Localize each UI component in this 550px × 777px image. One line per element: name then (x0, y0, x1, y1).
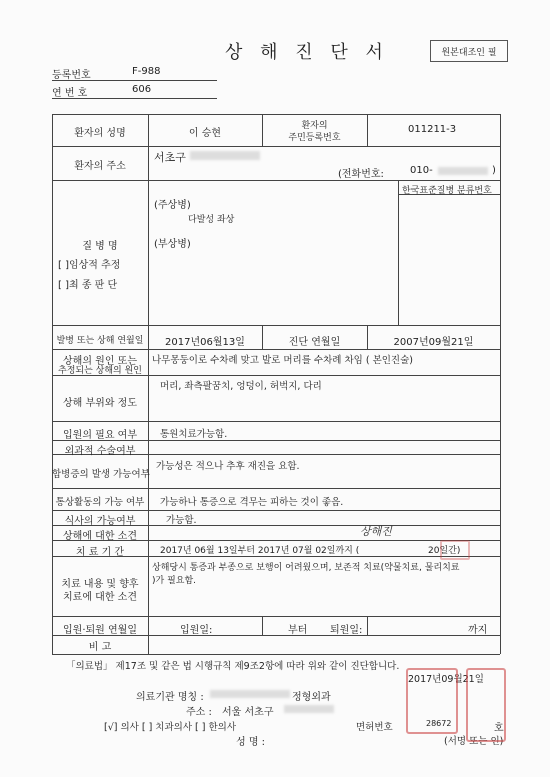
admission-in-label: 입원일: (180, 625, 213, 636)
treatment-value-line1: 상해당시 통증과 부종으로 보행이 어려웠으며, 보존적 치료(약물치료, 물리치료 (152, 563, 460, 573)
row-divider (52, 488, 500, 489)
admission-to: 까지 (468, 625, 488, 636)
injury-part-value: 머리, 좌측팔꿈치, 엉덩이, 허벅지, 다리 (160, 381, 322, 392)
header-divider (52, 80, 217, 81)
meal-label: 식사의 가능여부 (64, 516, 136, 527)
cause-value: 나무몽둥이로 수차례 맞고 발로 머리를 수차례 차임 ( 본인진술) (152, 355, 413, 366)
table-border (52, 114, 53, 654)
treatment-label-line1: 치료 내용 및 향후 (61, 579, 139, 590)
onset-date-label: 발병 또는 상해 연월일 (56, 336, 144, 346)
red-seal-stamp (466, 668, 506, 742)
clinical-estimate-option: [ ]임상적 추정 (58, 260, 121, 271)
meal-value: 가능함. (166, 515, 197, 526)
complication-label: 합병증의 발생 가능여부 (52, 469, 150, 480)
redacted-institution-address (284, 705, 334, 713)
opinion-label: 상해에 대한 소견 (63, 531, 137, 542)
admission-out-label: 퇴원일: (330, 625, 363, 636)
cause-label-line2: 추정되는 상해의 원인 (58, 366, 142, 376)
table-border (52, 114, 500, 115)
phone-label: (전화번호: (338, 169, 384, 180)
handwritten-note: 상해진 (360, 525, 392, 538)
admission-from: 부터 (288, 625, 308, 636)
hospitalization-label: 입원의 필요 여부 (63, 430, 137, 441)
cell-divider (367, 114, 368, 146)
institution-value: 정형외과 (292, 692, 331, 703)
signature-suffix: (서명 또는 인) (444, 736, 504, 747)
diagnosis-date-label: 진단 연월일 (288, 337, 341, 348)
table-border (52, 654, 500, 655)
surgery-label: 외과적 수술여부 (64, 446, 136, 457)
serial-number-label: 연 번 호 (52, 88, 88, 99)
redacted-institution (210, 690, 290, 698)
registration-number-label: 등록번호 (52, 70, 91, 81)
patient-address-value: 서초구 (154, 151, 186, 164)
admission-label: 입원·퇴원 연월일 (63, 625, 137, 636)
final-judgement-option: [ ]최 종 판 단 (58, 280, 118, 291)
injury-part-label: 상해 부위와 정도 (63, 398, 137, 409)
serial-number-value: 606 (132, 84, 152, 95)
legal-statement: 「의료법」 제17조 및 같은 법 시행규칙 제9조2항에 따라 위와 같이 진단합니다. (66, 661, 400, 672)
document-title: 상 해 진 단 서 (225, 42, 389, 63)
issue-date: 2017년09월21일 (408, 674, 484, 685)
disease-name-label: 질 병 명 (82, 241, 118, 252)
table-border (500, 114, 501, 654)
row-divider (52, 421, 500, 422)
cell-divider (262, 616, 263, 635)
cell-divider (398, 180, 399, 325)
main-disease-value: 다발성 좌상 (188, 215, 235, 225)
treatment-period-value: 2017년 06월 13일부터 2017년 07월 02일까지 ( (160, 546, 360, 556)
redacted-address (190, 151, 260, 160)
patient-name-value: 이 승현 (188, 128, 222, 139)
row-divider (52, 180, 500, 181)
practitioner-role: [√] 의사 [ ] 치과의사 [ ] 한의사 (104, 722, 237, 733)
main-disease-label: (주상병) (154, 200, 191, 211)
row-divider (52, 616, 500, 617)
row-divider (52, 325, 500, 326)
row-divider (52, 146, 500, 147)
original-copy-stamp-box: 원본대조인 필 (430, 40, 508, 62)
treatment-period-days: 20일간) (428, 546, 461, 556)
institution-address-label: 주소 : (186, 707, 212, 718)
hospitalization-value: 통원치료가능함. (160, 429, 228, 440)
license-label: 면허번호 (356, 722, 393, 733)
row-divider (52, 349, 500, 350)
rrn-value: 011211-3 (408, 124, 457, 135)
rrn-label-line2: 주민등록번호 (288, 133, 341, 143)
onset-date-value: 2017년06월13일 (165, 337, 245, 348)
institution-address-value: 서울 서초구 (222, 707, 274, 718)
daily-activity-label: 통상활동의 가능 여부 (55, 497, 145, 508)
institution-label: 의료기관 명칭 : (136, 692, 204, 703)
patient-address-label: 환자의 주소 (74, 161, 126, 172)
phone-value: 010- (410, 165, 433, 176)
small-stamp-mark (440, 540, 470, 560)
registration-number-value: F-988 (132, 66, 161, 77)
header-divider (52, 98, 217, 99)
signature-label: 성 명 : (236, 737, 266, 748)
redacted-phone (438, 167, 488, 175)
phone-close: ) (492, 165, 496, 176)
treatment-label-line2: 치료에 대한 소견 (63, 592, 137, 603)
diagnosis-date-value: 2007년09월21일 (393, 337, 474, 348)
patient-name-label: 환자의 성명 (74, 128, 126, 139)
daily-activity-value: 가능하나 통증으로 격무는 피하는 것이 좋음. (160, 497, 344, 508)
treatment-value-line2: )가 필요함. (152, 576, 197, 586)
license-value: 28672 (426, 719, 452, 728)
remarks-label: 비 고 (88, 642, 112, 653)
cause-label-line1: 상해의 원인 또는 (63, 356, 137, 367)
complication-value: 가능성은 적으나 추후 재진을 요함. (156, 461, 300, 472)
rrn-label-line1: 환자의 (301, 121, 328, 131)
label-column-divider (148, 114, 149, 654)
sub-disease-label: (부상병) (154, 239, 191, 250)
treatment-period-label: 치 료 기 간 (75, 547, 125, 558)
cell-divider (367, 616, 368, 635)
red-seal-stamp (406, 668, 458, 734)
license-suffix: 호 (494, 723, 504, 734)
disease-code-header: 한국표준질병 분류번호 (402, 186, 492, 196)
row-divider (52, 510, 500, 511)
